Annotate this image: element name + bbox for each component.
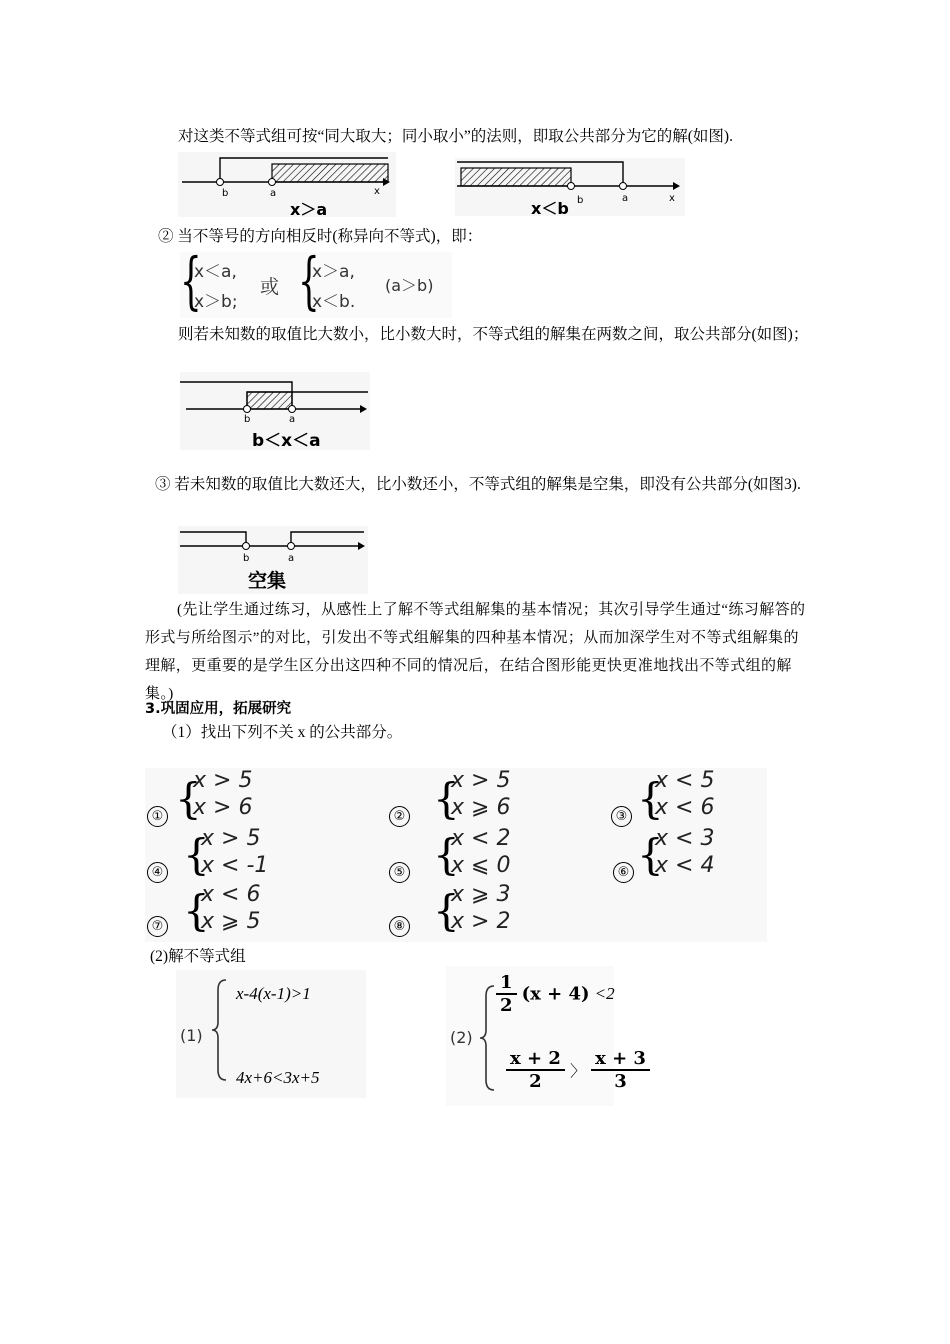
exercise-line1: x > 5 (451, 768, 511, 793)
system-2-line2 (506, 1048, 650, 1092)
system-2-label: (2) (450, 1028, 473, 1047)
intro-line: 对这类不等式组可按“同大取大；同小取小”的法则，即取公共部分为它的解(如图). (178, 128, 733, 145)
exercise-line1: x < 6 (201, 882, 261, 907)
brace-icon (210, 978, 230, 1082)
system-a-line2: x＞b; (194, 292, 238, 312)
exercise-line2: x ⩾ 5 (201, 909, 261, 934)
brace-icon: { (637, 774, 664, 823)
exercise-line1: x > 5 (193, 768, 253, 793)
system-2-figure (446, 966, 646, 1106)
system-1-label: (1) (180, 1026, 203, 1045)
exercise-number: ⑧ (389, 916, 410, 937)
brace-icon: { (637, 830, 664, 879)
task1-text: （1）找出下列不关 x 的公共部分。 (162, 724, 403, 741)
exercise-number: ⑤ (389, 862, 410, 883)
relation-symbol: 〉 (569, 1061, 586, 1081)
label-a: a (289, 414, 296, 425)
exercise-line2: x ⩾ 6 (451, 795, 511, 820)
exercise-line2: x > 2 (451, 909, 511, 934)
case2-heading: ② 当不等号的方向相反时(称异向不等式)，即： (158, 228, 483, 245)
exercises-panel (145, 768, 767, 942)
brace-icon: { (433, 886, 460, 935)
exercise-line2: x < -1 (201, 853, 269, 878)
brace-icon: { (433, 774, 460, 823)
exercise-number: ⑦ (147, 916, 168, 937)
brace-icon: { (175, 774, 202, 823)
brace-icon: { (298, 244, 320, 317)
caption-between: b＜x＜a (252, 431, 321, 451)
label-a: a (288, 553, 295, 564)
number-line-less (455, 158, 685, 216)
condition-label: (a＞b) (385, 276, 434, 295)
exercise-number: ⑥ (613, 862, 634, 883)
label-b: b (222, 188, 229, 199)
exercise-line1: x < 5 (655, 768, 715, 793)
fraction-denominator: 2 (529, 1071, 542, 1092)
system-2-line1 (496, 972, 615, 1016)
exercise-number: ③ (611, 806, 632, 827)
teaching-note: (先让学生通过练习，从感性上了解不等式组解集的基本情况；其次引导学生通过“练习解答的形式与所给图示”的对比，引发出不等式组解集的四种基本情况；从而加深学生对不等式组解集的理解，更重要的是学生区分出这四种不同的情况后，在结合图形能更快更准地找出不等式组的解集。) (145, 602, 806, 702)
system-1-line1: x-4(x-1)>1 (236, 984, 311, 1003)
label-a: a (622, 193, 629, 204)
case3-text: ③ 若未知数的取值比大数还大，比小数还小，不等式组的解集是空集，即没有公共部分(如图3). (155, 476, 801, 493)
brace-icon: { (183, 830, 210, 879)
caption-greater: x＞a (290, 200, 328, 219)
or-label: 或 (260, 276, 280, 298)
task2-text: (2)解不等式组 (150, 948, 246, 965)
fraction-numerator: x + 2 (506, 1048, 565, 1071)
fraction-numerator: 1 (496, 972, 517, 995)
brace-icon (478, 984, 498, 1092)
system-1-line2: 4x+6<3x+5 (236, 1068, 320, 1087)
paren-expression: (x + 4) (521, 983, 590, 1005)
system-a-line1: x＜a, (194, 262, 237, 282)
system-b-line2: x＜b. (312, 292, 356, 312)
label-x: x (669, 193, 675, 204)
rhs-value: <2 (594, 984, 615, 1003)
brace-icon: { (183, 886, 210, 935)
fraction-right (591, 1048, 650, 1092)
fraction-denominator: 3 (614, 1071, 627, 1092)
section-title: 3.巩固应用，拓展研究 (145, 701, 292, 717)
brace-icon: { (433, 830, 460, 879)
exercise-number: ① (147, 806, 168, 827)
exercise-line1: x < 2 (451, 826, 511, 851)
fraction-numerator: x + 3 (591, 1048, 650, 1071)
label-a: a (270, 188, 277, 199)
figure-same-direction-less (455, 158, 685, 216)
exercise-line2: x > 6 (193, 795, 253, 820)
exercise-number: ④ (147, 862, 168, 883)
number-line-greater (178, 152, 396, 217)
label-b: b (577, 195, 584, 206)
system-b-line1: x＞a, (312, 262, 355, 282)
fraction-left (506, 1048, 565, 1092)
exercise-line1: x ⩾ 3 (451, 882, 511, 907)
exercise-line1: x < 3 (655, 826, 715, 851)
case2-text: 则若未知数的取值比大数小，比小数大时，不等式组的解集在两数之间，取公共部分(如图)； (178, 326, 809, 343)
label-x: x (374, 186, 380, 197)
figure-between (180, 372, 370, 450)
exercise-line2: x ⩽ 0 (451, 853, 511, 878)
half-fraction (496, 972, 517, 1016)
exercise-number: ② (389, 806, 410, 827)
label-b: b (244, 414, 251, 425)
brace-icon: { (180, 244, 202, 317)
system-1-figure (176, 970, 366, 1098)
figure-same-direction-greater (178, 152, 396, 217)
label-b: b (243, 553, 250, 564)
fraction-denominator: 2 (500, 995, 513, 1016)
figure-empty-set (178, 526, 368, 594)
caption-less: x＜b (531, 199, 569, 218)
caption-empty: 空集 (248, 570, 287, 592)
figure-opposite-systems (180, 244, 452, 318)
number-line-between (180, 372, 370, 422)
exercise-line1: x > 5 (201, 826, 261, 851)
exercise-line2: x < 4 (655, 853, 715, 878)
number-line-empty (178, 526, 368, 566)
exercise-line2: x < 6 (655, 795, 715, 820)
